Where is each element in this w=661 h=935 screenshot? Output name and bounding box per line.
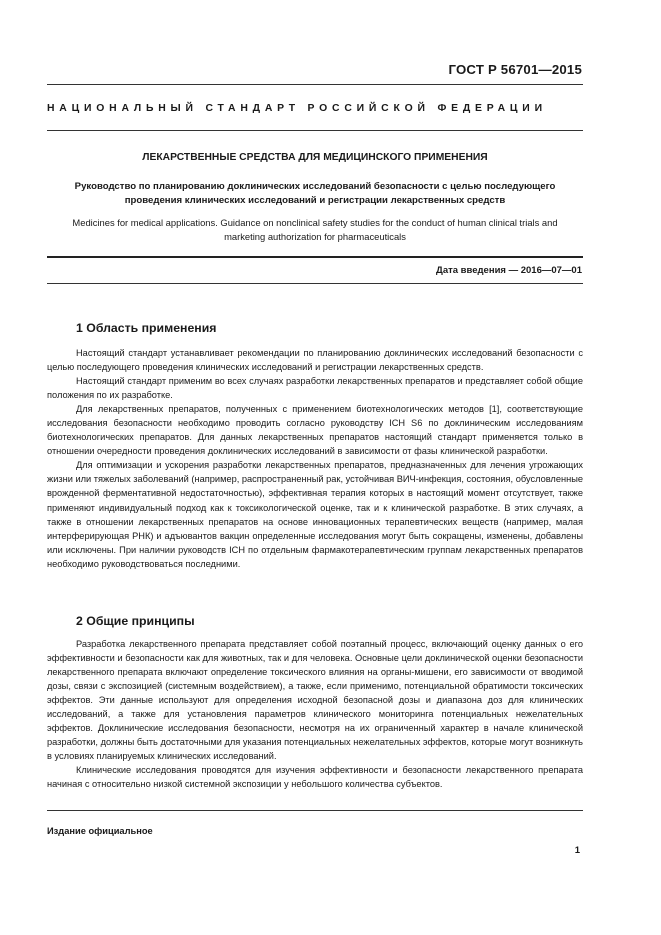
section-body-scope: [47, 346, 583, 571]
paragraph: Разработка лекарственного препарата представляет собой поэтапный процесс, включающий оценку данных о его эффективности и безопасности как для животных, так и для человека. Основные цели доклинической оценки безопасности лекарственного препарата включают определение токсического влияния на органы-мишени, его зависимости от вводимой дозы, связи с экспозицией (системным воздействием), а также, если применимо, потенциальной обратимости токсических эффектов. Эти данные используют для определения исходной безопасной дозы и диапазона доз для клинических исследований, а также для установления параметров клинического мониторинга потенциальных нежелательных эффектов. Доклинические исследования безопасности, несмотря на их ограниченный характер в начале клинической разработки, должны быть достаточными для указания потенциальных нежелательных эффектов, которые могут возникнуть в условиях планируемых клинических исследований.: [47, 639, 583, 762]
national-standard-heading: НАЦИОНАЛЬНЫЙ СТАНДАРТ РОССИЙСКОЙ ФЕДЕРАЦИИ: [47, 103, 547, 114]
heading-rule: [47, 130, 583, 131]
header-rule: [47, 84, 583, 85]
document-subtitle-en: Medicines for medical applications. Guidance on nonclinical safety studies for the conduct of human clinical trials and marketing authorization for pharmaceuticals: [72, 217, 558, 242]
paragraph: Для лекарственных препаратов, полученных с применением биотехнологических методов [1], соответствующие исследования безопасности необходимо проводить согласно руководству ICH S6 по доклиническим исследованиям биотехнологических препаратов. Для данных лекарственных препаратов настоящий стандарт применяется только в отношении очередности проведения доклинических исследований в зависимости от фазы клинической разработки.: [47, 404, 583, 457]
footer-rule: [47, 810, 583, 811]
paragraph: Для оптимизации и ускорения разработки лекарственных препаратов, предназначенных для лечения угрожающих жизни или тяжелых заболеваний (например, распространенный рак, устойчивая ВИЧ-инфекция, состояния, обусловленные врожденной ферментативной недостаточностью), эффективная терапия которых в настоящий момент отсутствует, также применяют индивидуальный подход как к токсикологической оценке, так и к клинической разработке. В этих случаях, а также в отношении лекарственных препаратов на основе инновационных терапевтических веществ (например, малая интерферирующая РНК) и адъювантов вакцин определенные исследования могут быть сокращены, изменены, добавлены или исключены. При наличии руководств ICH по отдельным фармакотерапевтическим группам лекарственных препаратов необходимо руководствоваться последними.: [47, 460, 583, 569]
document-subtitle-ru: Руководство по планированию доклинических исследований безопасности с целью последующего проведения клинических исследований и регистрации лекарственных средств: [74, 181, 556, 206]
date-rule: [47, 283, 583, 284]
paragraph: Настоящий стандарт применим во всех случаях разработки лекарственных препаратов и представляет собой общие положения по их разработке.: [47, 376, 583, 401]
title-rule: [47, 256, 583, 258]
section-heading-principles: 2 Общие принципы: [76, 614, 195, 628]
document-title: ЛЕКАРСТВЕННЫЕ СРЕДСТВА ДЛЯ МЕДИЦИНСКОГО ПРИМЕНЕНИЯ: [142, 152, 488, 163]
standard-number: ГОСТ Р 56701—2015: [448, 62, 582, 77]
paragraph: Клинические исследования проводятся для изучения эффективности и безопасности лекарственного препарата начиная с относительно низкой системной экспозиции у небольшого количества субъектов.: [47, 765, 583, 790]
section-body-principles: [47, 637, 583, 792]
official-edition-label: Издание официальное: [47, 826, 153, 836]
page-number: 1: [574, 845, 580, 856]
section-heading-scope: 1 Область применения: [76, 321, 217, 335]
introduction-date: Дата введения — 2016—07—01: [436, 265, 582, 276]
paragraph: Настоящий стандарт устанавливает рекомендации по планированию доклинических исследований безопасности с целью последующего проведения клинических исследований и регистрации лекарственных средств.: [47, 348, 583, 373]
